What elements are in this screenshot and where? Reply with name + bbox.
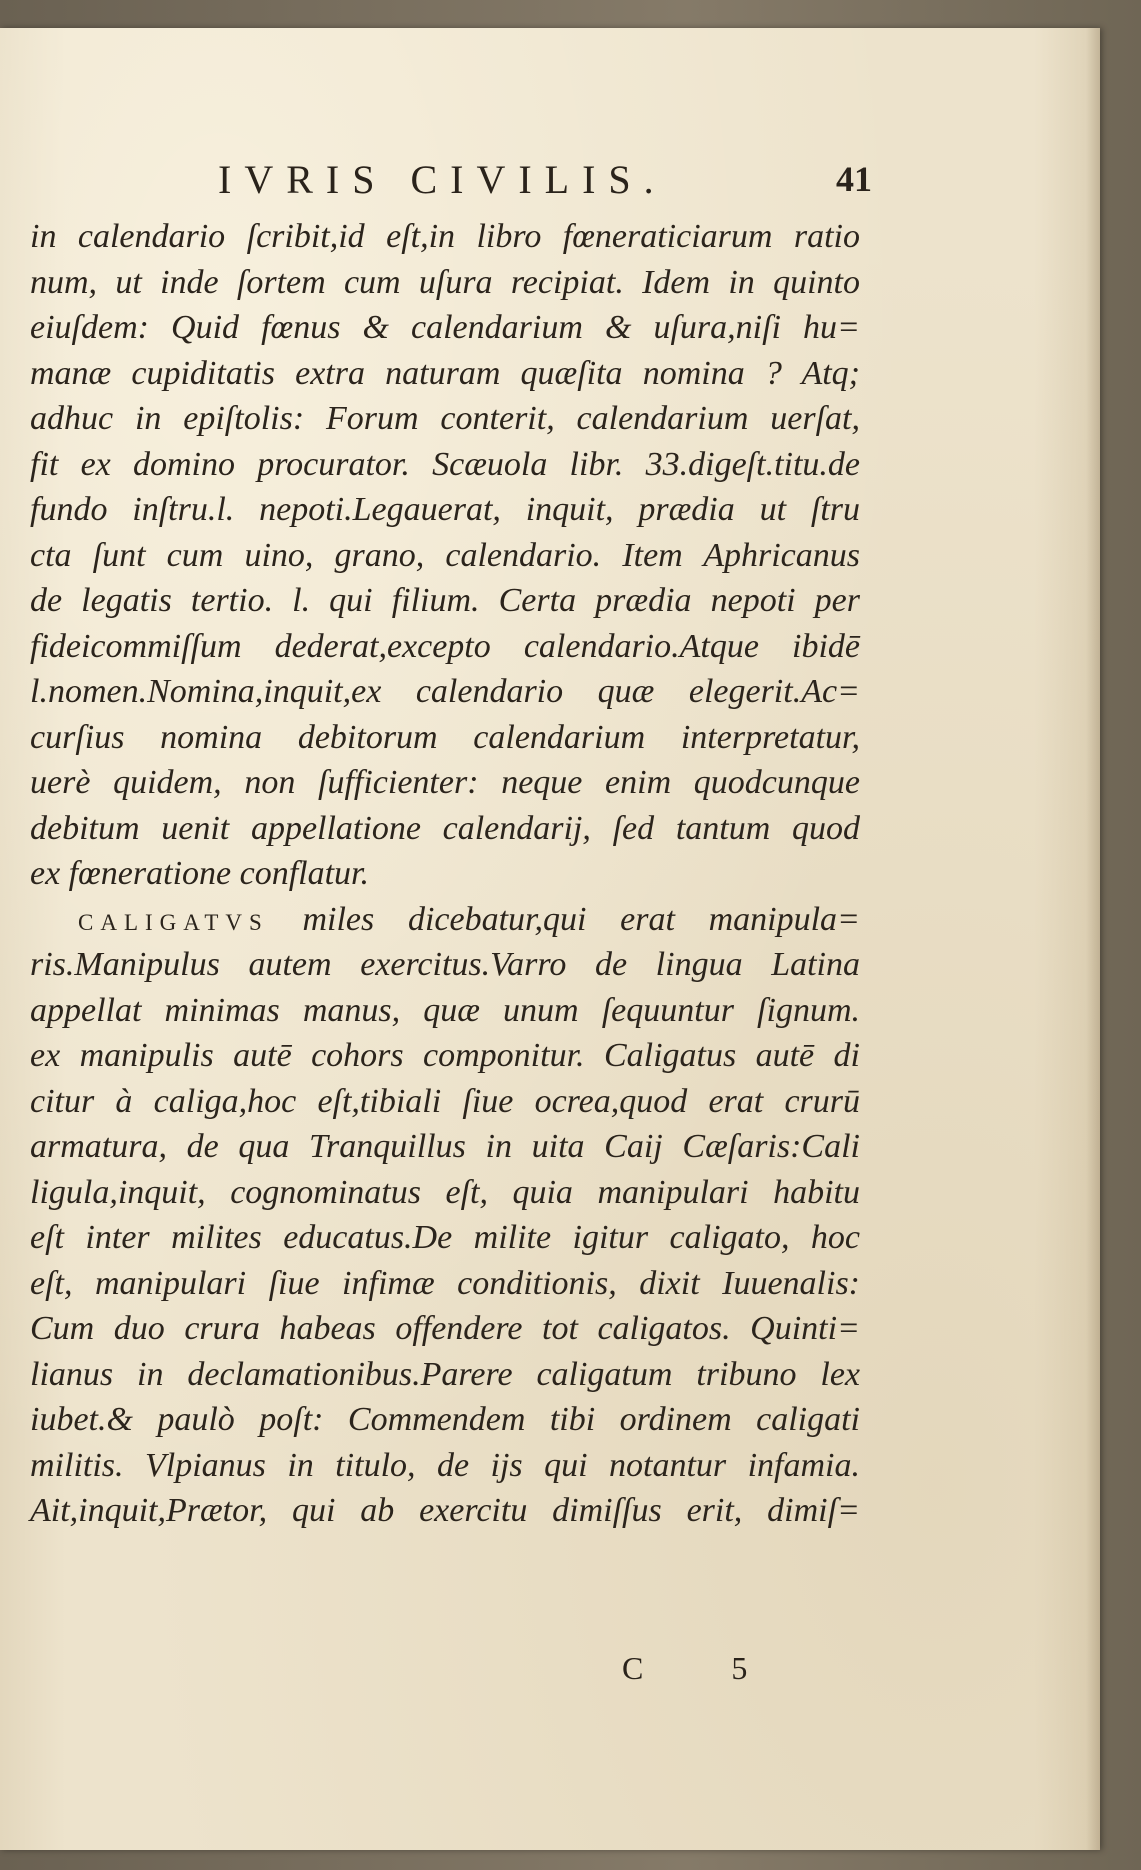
text-line: citur à caliga,hoc eſt,tibiali ſiue ocrea,quod erat crurū [30,1082,860,1120]
text-line: ris.Manipulus autem exercitus.Varro de lingua Latina [30,946,860,983]
text-line: debitum uenit appellatione calendarij, ſed tantum quod [30,809,860,847]
text-line: ex fœneratione conflatur. [30,855,370,892]
text-line: iubet.& paulò poſt: Commendem tibi ordinem caligati [30,1401,860,1438]
text-line: militis. Vlpianus in titulo, de ijs qui notantur infamia. [30,1446,860,1484]
first-line-rest: miles dicebatur,qui erat manipula= [268,900,860,938]
text-line: fundo inſtru.l. nepoti.Legauerat, inquit, prædia ut ſtru [30,491,860,528]
text-line: fit ex domino procurator. Scæuola libr. 33.digeſt.titu.de [30,445,860,483]
text-line: curſius nomina debitorum calendarium interpretatur, [30,718,860,756]
page-number: 41 [836,159,872,199]
text-line: ligula,inquit, cognominatus eſt, quia manipulari habitu [30,1173,860,1211]
text-line: manæ cupiditatis extra naturam quæſita nomina ? Atq; [30,354,860,392]
signature-mark: C 5 [622,1650,788,1686]
text-line: uerè quidem, non ſufficienter: neque enim quodcunque [30,764,860,801]
text-line: in calendario ſcribit,id eſt,in libro fœneraticiarum ratio [30,218,860,255]
text-line: eiuſdem: Quid fœnus & calendarium & uſura,niſi hu= [30,309,860,346]
text-line: Ait,inquit,Prætor, qui ab exercitu dimiſſus erit, dimiſ= [30,1492,860,1529]
text-line: cta ſunt cum uino, grano, calendario. Item Aphricanus [30,536,860,574]
text-line: lianus in declamationibus.Parere caligatum tribuno lex [30,1355,860,1393]
text-line: eſt, manipulari ſiue infimæ conditionis, dixit Iuuenalis: [30,1264,860,1302]
running-head [0,156,1100,200]
text-line: ex manipulis autē cohors componitur. Caligatus autē di [30,1037,860,1074]
text-line: num, ut inde ſortem cum uſura recipiat. Idem in quinto [30,263,860,301]
lead-word: CALIGATVS [78,909,269,935]
text-line: appellat minimas manus, quæ unum ſequuntur ſignum. [30,991,860,1029]
text-line: armatura, de qua Tranquillus in uita Caij Cæſaris:Cali [30,1128,860,1165]
text-line: adhuc in epiſtolis: Forum conterit, calendarium uerſat, [30,400,860,437]
text-line: eſt inter milites educatus.De milite igitur caligato, hoc [30,1219,860,1256]
paragraph-first-line [30,897,860,943]
running-head-title: IVRIS CIVILIS. [218,157,667,202]
body-text [30,214,860,1534]
text-line: fideicommiſſum dederat,excepto calendario.Atque ibidē [30,627,860,665]
page-edge-shadow [1086,28,1100,1850]
book-page [0,28,1100,1850]
text-line: de legatis tertio. l. qui filium. Certa prædia nepoti per [30,582,860,619]
text-line: Cum duo crura habeas offendere tot caligatos. Quinti= [30,1310,860,1347]
text-line: l.nomen.Nomina,inquit,ex calendario quæ elegerit.Ac= [30,673,860,710]
